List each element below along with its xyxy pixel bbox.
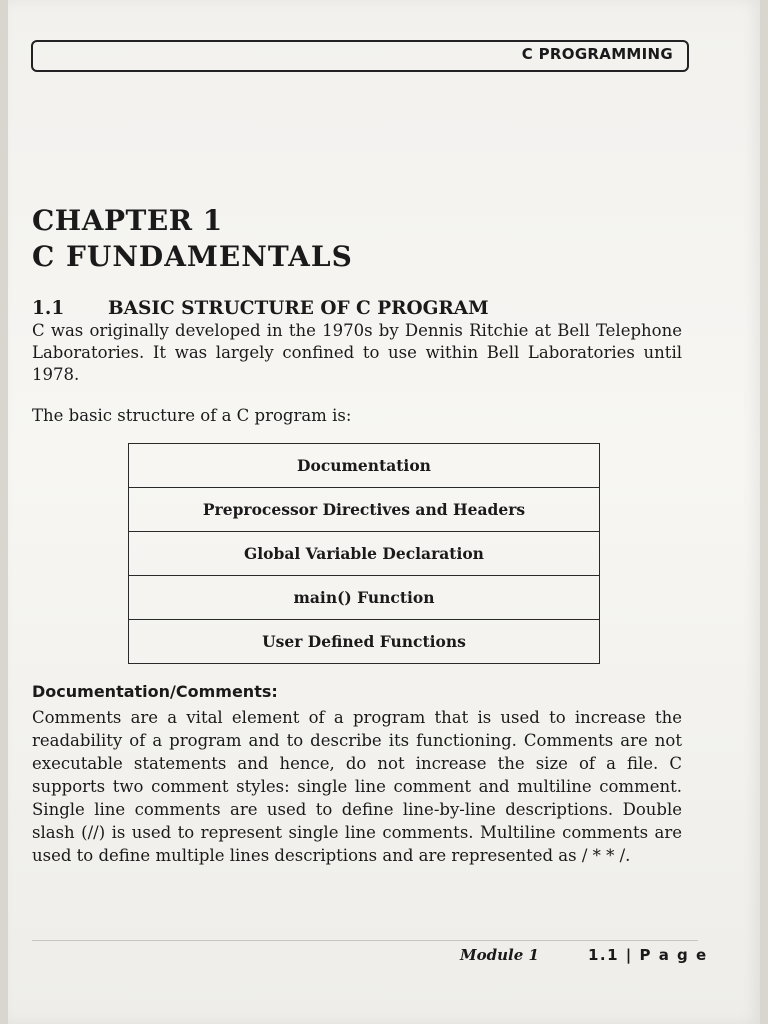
structure-intro-text: The basic structure of a C program is:: [32, 406, 352, 425]
chapter-title: C FUNDAMENTALS: [32, 240, 353, 273]
chapter-number: CHAPTER 1: [32, 204, 223, 237]
document-page: [8, 0, 760, 1024]
running-header: [31, 40, 689, 72]
program-structure-table: [128, 443, 600, 664]
header-title: C PROGRAMMING: [521, 45, 673, 63]
documentation-heading: Documentation/Comments:: [32, 682, 278, 701]
structure-row-documentation: Documentation: [129, 444, 599, 488]
structure-row-user-functions: User Defined Functions: [262, 632, 466, 651]
section-heading: [32, 298, 489, 319]
structure-row-preprocessor: Preprocessor Directives and Headers: [129, 488, 599, 532]
documentation-paragraph: Comments are a vital element of a program that is used to increase the readability of a program and to describe its functioning. Comments are not executable statements and hence, do not increase the size of a file. C supports two comment styles: single line comment and multiline comment. Single line comments are used to define line-by-line descriptions. Double slash (//) is used to represent single line comments. Multiline comments are used to define multiple lines descriptions and are represented as / * * /.: [32, 708, 682, 865]
footer-divider: [32, 940, 698, 941]
structure-row-main-function: main() Function: [129, 576, 599, 620]
intro-paragraph: C was originally developed in the 1970s by Dennis Ritchie at Bell Telephone Laboratories. It was largely confined to use within Bell Laboratories until 1978.: [32, 321, 682, 384]
structure-row-global-variables: Global Variable Declaration: [129, 532, 599, 576]
section-number: 1.1: [32, 298, 65, 319]
section-title: BASIC STRUCTURE OF C PROGRAM: [108, 298, 489, 319]
footer-module: Module 1: [460, 946, 539, 964]
footer-page-number: 1.1 | P a g e: [588, 946, 708, 964]
